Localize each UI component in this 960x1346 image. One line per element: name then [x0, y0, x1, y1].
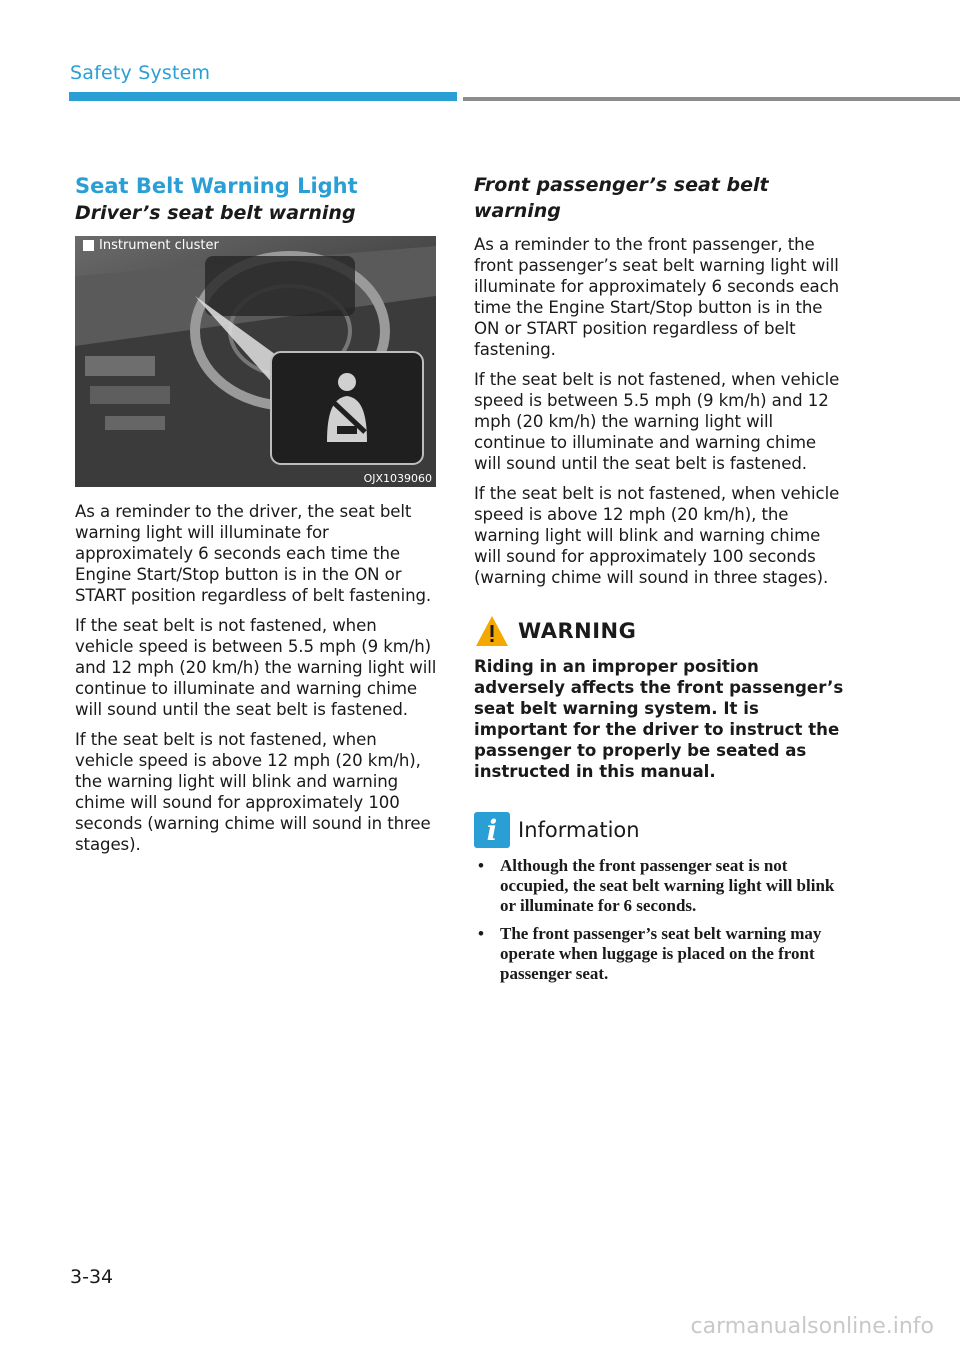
- right-column: [474, 172, 844, 992]
- instrument-cluster-figure: [75, 236, 436, 487]
- section-title: Seat Belt Warning Light: [75, 174, 358, 198]
- caption-square-icon: [83, 240, 94, 251]
- info-icon: i: [474, 812, 510, 848]
- left-column: [75, 172, 440, 864]
- figure-code: OJX1039060: [363, 472, 432, 485]
- warning-triangle-icon: [474, 614, 510, 648]
- driver-paragraph-3: If the seat belt is not fastened, when vehicle speed is above 12 mph (20 km/h), the warning light will blink and warning chime will sound for approximately 100 seconds (warning chime will sound in three stages).: [75, 730, 431, 854]
- watermark: carmanualsonline.info: [690, 1314, 934, 1339]
- page-number: 3-34: [70, 1266, 114, 1288]
- passenger-paragraph-2: If the seat belt is not fastened, when vehicle speed is between 5.5 mph (9 km/h) and 12 mph (20 km/h) the warning light will continue to illuminate and warning chime will sound until the seat belt is fastened.: [474, 370, 840, 473]
- information-header: [474, 812, 844, 848]
- figure-caption-text: Instrument cluster: [99, 238, 219, 253]
- warning-header: [474, 614, 844, 648]
- warning-text: Riding in an improper position adversely affects the front passenger’s seat belt warning system. It is important for the driver to instruct the passenger to properly be seated as instructed in this manual.: [474, 657, 844, 781]
- header-divider-line: [463, 97, 960, 101]
- information-item: • The front passenger’s seat belt warning may operate when luggage is placed on the front passenger seat.: [474, 924, 844, 984]
- warning-label: WARNING: [518, 619, 637, 643]
- information-item: • Although the front passenger seat is not occupied, the seat belt warning light will blink or illuminate for 6 seconds.: [474, 856, 844, 916]
- passenger-paragraph-1: As a reminder to the front passenger, the front passenger’s seat belt warning light will illuminate for approximately 6 seconds each time the Engine Start/Stop button is in the ON or START position regardless of belt fastening.: [474, 235, 840, 359]
- information-label: Information: [518, 818, 640, 842]
- driver-subtitle: Driver’s seat belt warning: [75, 202, 356, 224]
- dashboard-illustration: [75, 236, 436, 487]
- header-accent-bar: [69, 92, 457, 101]
- section-header-title: Safety System: [70, 62, 211, 84]
- figure-caption: [83, 238, 219, 253]
- driver-paragraph-2: If the seat belt is not fastened, when vehicle speed is between 5.5 mph (9 km/h) and 12 mph (20 km/h) the warning light will continue to illuminate and warning chime will sound until the seat belt is fastened.: [75, 616, 437, 719]
- passenger-subtitle: Front passenger’s seat belt warning: [474, 174, 769, 222]
- driver-paragraph-1: As a reminder to the driver, the seat belt warning light will illuminate for approximately 6 seconds each time the Engine Start/Stop button is in the ON or START position regardless of belt fastening.: [75, 502, 432, 605]
- passenger-paragraph-3: If the seat belt is not fastened, when vehicle speed is above 12 mph (20 km/h), the warning light will blink and warning chime will sound for approximately 100 seconds (warning chime will sound in three stages).: [474, 484, 840, 587]
- information-list: [474, 856, 844, 984]
